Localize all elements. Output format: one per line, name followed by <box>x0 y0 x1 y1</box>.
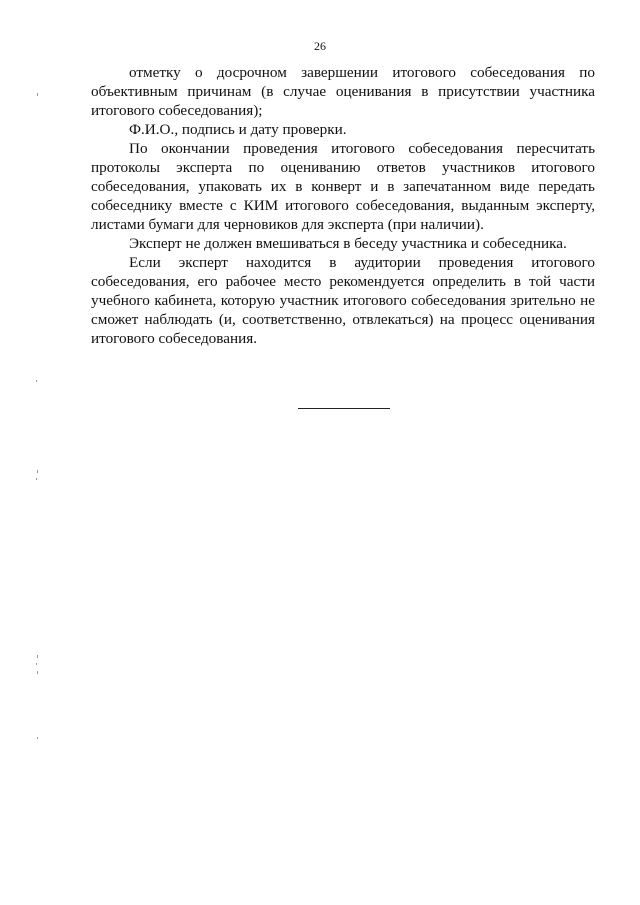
paragraph-no-interference: Эксперт не должен вмешиваться в беседу участника и собеседника. <box>129 235 567 252</box>
paragraph-expert-placement: Если эксперт находится в аудитории проведения итогового собеседования, его рабочее место рекомендуется определить в той части учебного кабинета, которую участник итогового собеседования зрительно не сможет наблюдать (и, соответственно, отвлекаться) на процесс оценивания итогового собеседования. <box>91 254 595 347</box>
scan-speck <box>36 478 37 480</box>
document-body <box>91 63 595 348</box>
scan-speck <box>36 663 37 665</box>
page-number: 26 <box>314 39 326 53</box>
paragraph-signature: Ф.И.О., подпись и дату проверки. <box>129 121 347 138</box>
scan-speck <box>36 380 37 382</box>
scan-speck <box>37 671 38 674</box>
scan-speck <box>37 470 38 473</box>
scan-speck <box>37 737 38 739</box>
scan-speck <box>37 655 38 658</box>
paragraph-early-completion: отметку о досрочном завершении итогового собеседования по объективным причинам (в случае оценивания в присутствии участника итогового собеседования); <box>91 64 595 119</box>
paragraph-after-interview: По окончании проведения итогового собеседования пересчитать протоколы эксперта по оцениванию ответов участников итогового собеседования, упаковать их в конверт и в запечатанном виде передать собеседнику вместе с КИМ итогового собеседования, выданным эксперту, листами бумаги для черновиков для эксперта (при наличии). <box>91 140 595 233</box>
scan-speck <box>37 93 38 96</box>
end-separator-line <box>298 408 390 409</box>
